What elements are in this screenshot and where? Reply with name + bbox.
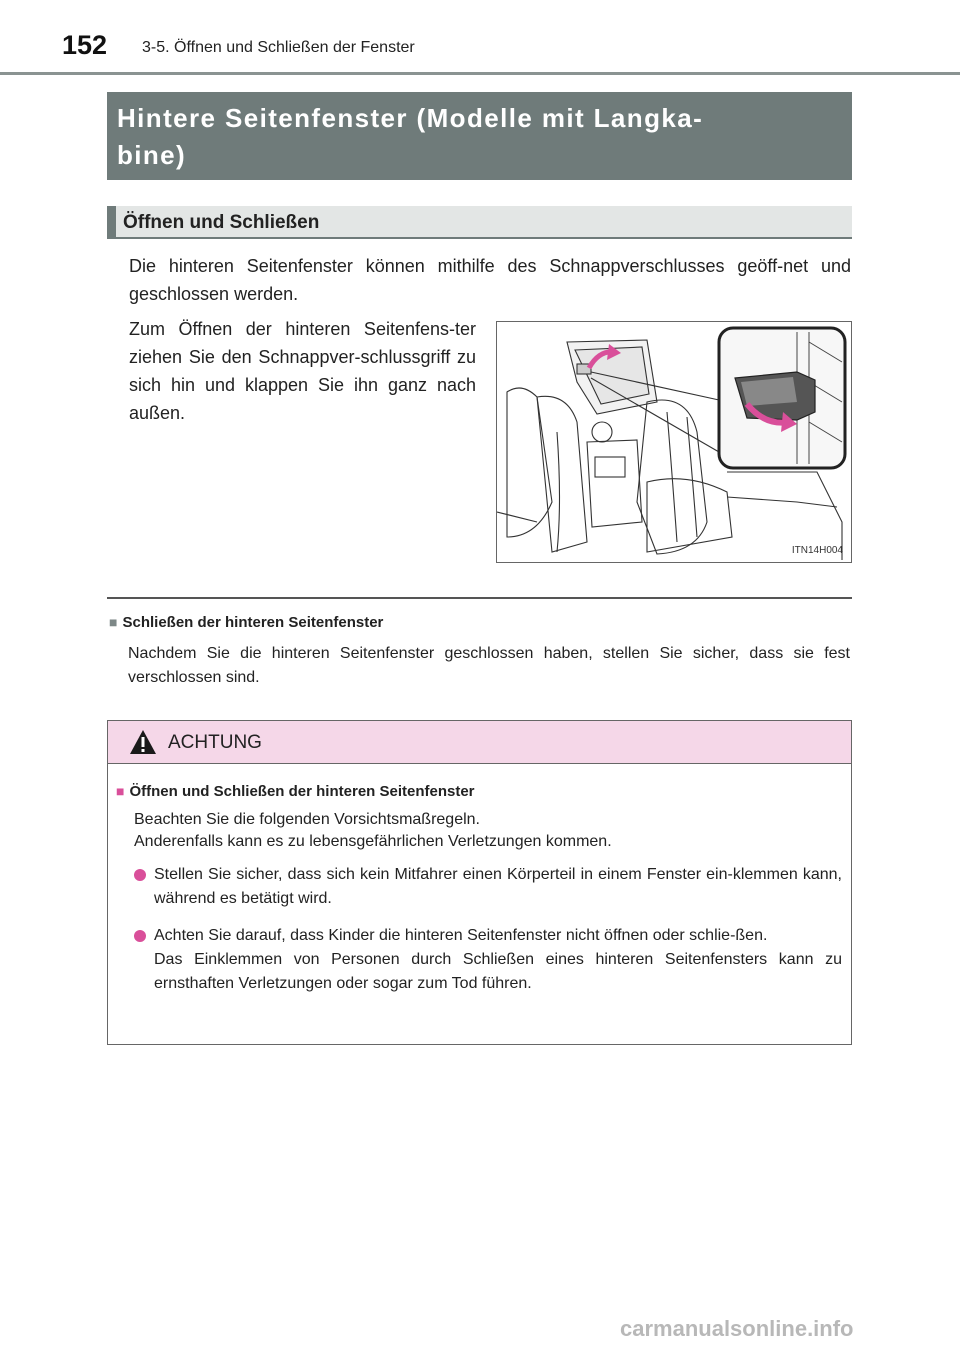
caution-box	[107, 720, 852, 1045]
bullet-dot-icon	[134, 869, 146, 881]
figure-id: ITN14H004	[791, 545, 843, 556]
page-title-line-2: bine)	[117, 140, 187, 170]
caution-bullet-2-text-cont: Das Einklemmen von Personen durch Schließen eines hinteren Seitenfensters kann zu ernsthaften Verletzungen oder sogar zum Tod führen.	[154, 951, 842, 992]
caution-title: ACHTUNG	[168, 732, 262, 753]
header-rule	[0, 72, 960, 75]
caution-bullet-1	[134, 863, 842, 911]
caution-intro	[134, 809, 834, 853]
page-number: 152	[62, 30, 108, 60]
square-bullet-icon: ■	[116, 783, 125, 799]
section-separator	[107, 597, 852, 599]
note-heading	[109, 614, 383, 631]
page-title-line-1: Hintere Seitenfenster (Modelle mit Langka-	[117, 103, 704, 133]
car-interior-drawing	[497, 322, 851, 562]
chapter-header: 3-5. Öffnen und Schließen der Fenster	[142, 39, 415, 56]
page-title-box	[107, 92, 852, 180]
caution-line-1: Beachten Sie die folgenden Vorsichtsmaßregeln.	[134, 811, 480, 828]
section-heading-text: Öffnen und Schließen	[123, 212, 320, 233]
watermark: carmanualsonline.info	[620, 1316, 854, 1341]
section-heading	[107, 206, 852, 239]
description-paragraph: Zum Öffnen der hinteren Seitenfens-ter ziehen Sie den Schnappver-schlussgriff zu sich hin und klappen Sie ihn ganz nach außen.	[129, 319, 476, 423]
warning-triangle-icon	[129, 729, 157, 755]
note-heading-text: Schließen der hinteren Seitenfenster	[122, 614, 384, 631]
window-latch-illustration	[496, 321, 852, 563]
caution-subheading	[116, 783, 475, 800]
caution-subheading-text: Öffnen und Schließen der hinteren Seitenfenster	[129, 783, 475, 800]
note-body: Nachdem Sie die hinteren Seitenfenster geschlossen haben, stellen Sie sicher, dass sie fest verschlossen sind.	[128, 645, 850, 686]
intro-paragraph: Die hinteren Seitenfenster können mithilfe des Schnappverschlusses geöff-net und geschlossen werden.	[129, 256, 851, 304]
bullet-dot-icon	[134, 930, 146, 942]
caution-bullet-2-text: Achten Sie darauf, dass Kinder die hinteren Seitenfenster nicht öffnen oder schlie-ßen.	[154, 927, 768, 944]
square-bullet-icon: ■	[109, 614, 118, 630]
caution-bullet-1-text: Stellen Sie sicher, dass sich kein Mitfahrer einen Körperteil in einem Fenster ein-klemmen kann, während es betätigt wird.	[154, 866, 842, 907]
caution-bullet-2	[134, 924, 842, 996]
caution-line-2: Anderenfalls kann es zu lebensgefährlichen Verletzungen kommen.	[134, 833, 612, 850]
caution-header	[108, 721, 851, 764]
